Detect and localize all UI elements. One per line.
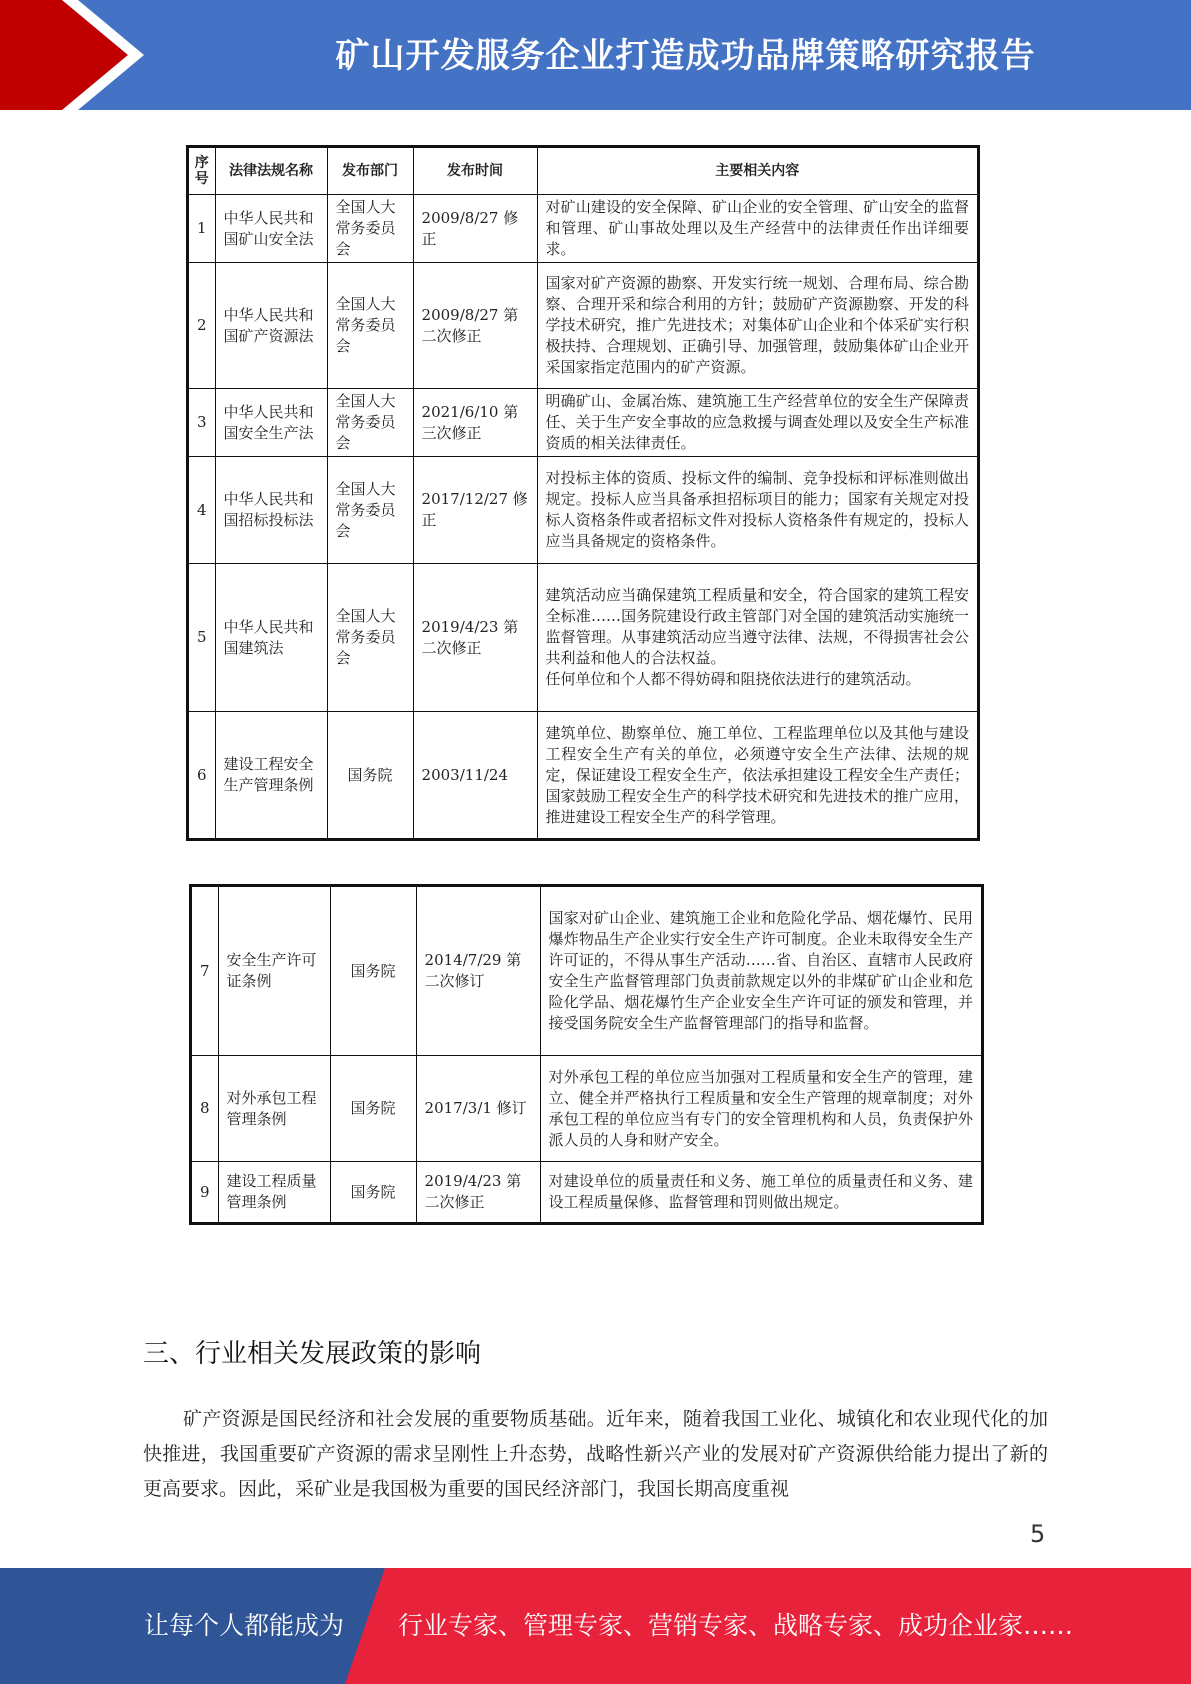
row-no: 2: [188, 263, 216, 389]
table-row: [188, 457, 979, 564]
row-content: 对外承包工程的单位应当加强对工程质量和安全生产的管理，建立、健全并严格执行工程质量和安全生产管理的规章制度；对外承包工程的单位应当有专门的安全管理机构和人员，负责保护外派人员的人身和财产安全。: [540, 1056, 982, 1162]
table-row: [188, 195, 979, 263]
table-row: [188, 564, 979, 712]
row-no: 4: [188, 457, 216, 564]
footer-slogan-right: 行业专家、管理专家、营销专家、战略专家、成功企业家……: [398, 1611, 1074, 1640]
row-no: 8: [191, 1056, 219, 1162]
row-dept: 全国人大常务委员会: [327, 457, 413, 564]
row-date: 2019/4/23 第二次修正: [416, 1162, 540, 1224]
row-date: 2014/7/29 第二次修订: [416, 886, 540, 1056]
row-date: 2019/4/23 第二次修正: [413, 564, 537, 712]
section-paragraph: 矿产资源是国民经济和社会发展的重要物质基础。近年来，随着我国工业化、城镇化和农业现代化的加快推进，我国重要矿产资源的需求呈刚性上升态势，战略性新兴产业的发展对矿产资源供给能力提出了新的更高要求。因此，采矿业是我国极为重要的国民经济部门，我国长期高度重视: [143, 1408, 1048, 1500]
row-content: 国家对矿山企业、建筑施工企业和危险化学品、烟花爆竹、民用爆炸物品生产企业实行安全生产许可制度。企业未取得安全生产许可证的，不得从事生产活动……省、自治区、直辖市人民政府安全生产监督管理部门负责前款规定以外的非煤矿矿山企业和危险化学品、烟花爆竹生产企业安全生产许可证的颁发和管理，并接受国务院安全生产监督管理部门的指导和监督。: [540, 886, 982, 1056]
table-row: [191, 886, 983, 1056]
row-name: 中华人民共和国安全生产法: [215, 389, 327, 457]
table-row: [188, 389, 979, 457]
table-header-row: [188, 147, 979, 195]
page-header: [0, 0, 1191, 110]
row-dept: 全国人大常务委员会: [327, 195, 413, 263]
row-no: 7: [191, 886, 219, 1056]
row-name: 安全生产许可证条例: [218, 886, 330, 1056]
row-name: 建设工程质量管理条例: [218, 1162, 330, 1224]
table-row: [191, 1162, 983, 1224]
row-name: 中华人民共和国矿产资源法: [215, 263, 327, 389]
row-content: 对矿山建设的安全保障、矿山企业的安全管理、矿山安全的监督和管理、矿山事故处理以及生产经营中的法律责任作出详细要求。: [537, 195, 978, 263]
page-footer: [0, 1568, 1191, 1684]
header-content: 主要相关内容: [537, 147, 978, 195]
row-dept: 全国人大常务委员会: [327, 263, 413, 389]
header-no: 序号: [188, 147, 216, 195]
laws-table-part1: [186, 145, 980, 841]
header-dept: 发布部门: [327, 147, 413, 195]
row-no: 5: [188, 564, 216, 712]
header-name: 法律法规名称: [215, 147, 327, 195]
report-title: 矿山开发服务企业打造成功品牌策略研究报告: [335, 36, 1036, 76]
row-date: 2009/8/27 修正: [413, 195, 537, 263]
table-row: [188, 712, 979, 840]
row-date: 2009/8/27 第二次修正: [413, 263, 537, 389]
row-dept: 全国人大常务委员会: [327, 564, 413, 712]
row-content: 对投标主体的资质、投标文件的编制、竞争投标和评标准则做出规定。投标人应当具备承担招标项目的能力；国家有关规定对投标人资格条件或者招标文件对投标人资格条件有规定的，投标人应当具备规定的资格条件。: [537, 457, 978, 564]
row-date: 2003/11/24: [413, 712, 537, 840]
row-content-para: 任何单位和个人都不得妨碍和阻挠依法进行的建筑活动。: [545, 670, 921, 688]
row-no: 1: [188, 195, 216, 263]
row-dept: 国务院: [330, 886, 416, 1056]
section-heading: 三、行业相关发展政策的影响: [143, 1339, 482, 1369]
table-row: [191, 1056, 983, 1162]
row-content: [537, 564, 978, 712]
row-content: 明确矿山、金属冶炼、建筑施工生产经营单位的安全生产保障责任、关于生产安全事故的应急救援与调查处理以及安全生产标准资质的相关法律责任。: [537, 389, 978, 457]
row-dept: 国务院: [330, 1162, 416, 1224]
row-name: 建设工程安全生产管理条例: [215, 712, 327, 840]
row-content-para: 建筑活动应当确保建筑工程质量和安全，符合国家的建筑工程安全标准……国务院建设行政主管部门对全国的建筑活动实施统一监督管理。从事建筑活动应当遵守法律、法规，不得损害社会公共利益和他人的合法权益。: [545, 586, 969, 667]
red-arrow-graphic: [0, 0, 150, 110]
row-content: 对建设单位的质量责任和义务、施工单位的质量责任和义务、建设工程质量保修、监督管理和罚则做出规定。: [540, 1162, 982, 1224]
row-no: 3: [188, 389, 216, 457]
row-name: 中华人民共和国建筑法: [215, 564, 327, 712]
row-date: 2017/12/27 修正: [413, 457, 537, 564]
row-dept: 全国人大常务委员会: [327, 389, 413, 457]
footer-slogan-left: 让每个人都能成为: [144, 1611, 345, 1640]
row-no: 6: [188, 712, 216, 840]
header-date: 发布时间: [413, 147, 537, 195]
row-name: 对外承包工程管理条例: [218, 1056, 330, 1162]
row-date: 2021/6/10 第三次修正: [413, 389, 537, 457]
row-dept: 国务院: [330, 1056, 416, 1162]
page-number: 5: [1030, 1520, 1046, 1548]
row-date: 2017/3/1 修订: [416, 1056, 540, 1162]
row-name: 中华人民共和国招标投标法: [215, 457, 327, 564]
row-name: 中华人民共和国矿山安全法: [215, 195, 327, 263]
laws-table-part2: [189, 884, 984, 1225]
row-content: 国家对矿产资源的勘察、开发实行统一规划、合理布局、综合勘察、合理开采和综合利用的方针；鼓励矿产资源勘察、开发的科学技术研究，推广先进技术；对集体矿山企业和个体采矿实行积极扶持、合理规划、正确引导、加强管理，鼓励集体矿山企业开采国家指定范围内的矿产资源。: [537, 263, 978, 389]
row-dept: 国务院: [327, 712, 413, 840]
table-row: [188, 263, 979, 389]
row-no: 9: [191, 1162, 219, 1224]
row-content: 建筑单位、勘察单位、施工单位、工程监理单位以及其他与建设工程安全生产有关的单位，必须遵守安全生产法律、法规的规定，保证建设工程安全生产，依法承担建设工程安全生产责任；国家鼓励工程安全生产的科学技术研究和先进技术的推广应用，推进建设工程安全生产的科学管理。: [537, 712, 978, 840]
